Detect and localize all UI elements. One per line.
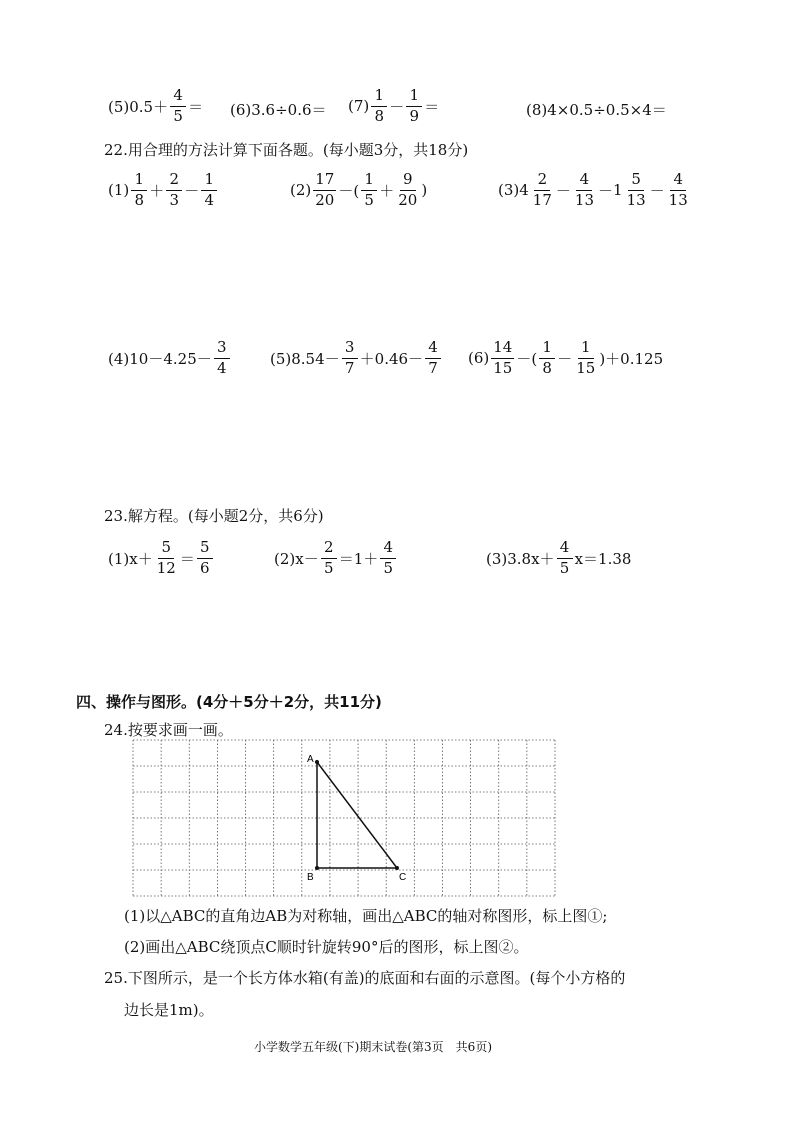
- fraction: $\frac{1}{8}$: [371, 88, 387, 125]
- fraction: $\frac{2}{17}$: [532, 170, 552, 209]
- fraction: $\frac{4}{13}$: [574, 170, 594, 209]
- q22-item-3: (3) 4 $\frac{2}{17}$ － $\frac{4}{13}$ － 1 $\frac{5}{13}$ － $\frac{4}{13}$: [498, 170, 688, 209]
- section-4-heading: 四、操作与图形。(4分＋5分＋2分，共11分): [76, 693, 382, 711]
- q23-item-3: (3)3.8x＋ $\frac{4}{5}$ x＝1.38: [486, 538, 632, 577]
- q22-heading: 22.用合理的方法计算下面各题。(每小题3分，共18分): [104, 141, 469, 159]
- fraction: $\frac{17}{20}$: [315, 170, 335, 209]
- q22-item-4: (4)10－4.25－ $\frac{3}{4}$: [108, 340, 232, 377]
- label-a: A: [307, 754, 314, 765]
- q22-item-6: (6) $\frac{14}{15}$ －( $\frac{1}{8}$ － $\frac{1}{15}$ )＋0.125: [468, 338, 664, 377]
- label-c: C: [399, 872, 407, 883]
- dotted-grid: [133, 740, 555, 896]
- fraction: $\frac{4}{13}$: [668, 170, 688, 209]
- q24-sub-1: (1)以△ABC的直角边AB为对称轴，画出△ABC的轴对称图形，标上图①;: [124, 907, 608, 925]
- q23-heading: 23.解方程。(每小题2分，共6分): [104, 507, 324, 525]
- q24-sub-2: (2)画出△ABC绕顶点C顺时针旋转90°后的图形，标上图②。: [124, 938, 529, 956]
- q22-item-5: (5)8.54－ $\frac{3}{7}$ ＋0.46－ $\frac{4}{7}$: [270, 340, 443, 377]
- q25-line-1: 25.下图所示，是一个长方体水箱(有盖)的底面和右面的示意图。(每个小方格的: [104, 969, 626, 987]
- fraction: $\frac{2}{5}$: [321, 540, 337, 577]
- q25-line-2: 边长是1m)。: [124, 1001, 214, 1019]
- vertex-a-dot: [315, 760, 319, 764]
- q21-item-7: (7) $\frac{1}{8}$ － $\frac{1}{9}$ ＝: [348, 86, 440, 125]
- fraction: $\frac{4}{5}$: [380, 540, 396, 577]
- fraction: $\frac{3}{4}$: [214, 340, 230, 377]
- fraction: $\frac{4}{5}$: [557, 540, 573, 577]
- q22-item-1: (1) $\frac{1}{8}$ ＋ $\frac{2}{3}$ － $\frac{1}{4}$: [108, 172, 219, 209]
- triangle-abc: [317, 762, 397, 868]
- fraction: $\frac{1}{8}$: [539, 340, 555, 377]
- fraction: $\frac{2}{3}$: [166, 172, 182, 209]
- q21-5-text: (5)0.5＋: [108, 97, 169, 116]
- fraction: $\frac{9}{20}$: [398, 170, 418, 209]
- fraction: $\frac{1}{15}$: [576, 338, 596, 377]
- fraction: $\frac{4}{5}$: [170, 88, 186, 125]
- fraction: $\frac{1}{4}$: [201, 172, 217, 209]
- fraction: $\frac{1}{8}$: [131, 172, 147, 209]
- vertex-c-dot: [395, 866, 399, 870]
- grid-figure: [131, 738, 557, 898]
- q21-item-6: (6)3.6÷0.6＝: [230, 101, 327, 119]
- fraction: $\frac{5}{6}$: [197, 540, 213, 577]
- vertex-b-dot: [315, 866, 319, 870]
- q23-item-1: (1)x＋ $\frac{5}{12}$ ＝ $\frac{5}{6}$: [108, 540, 215, 577]
- q24-heading: 24.按要求画一画。: [104, 721, 233, 739]
- fraction: $\frac{3}{7}$: [342, 340, 358, 377]
- fraction: $\frac{5}{13}$: [626, 170, 646, 209]
- fraction: $\frac{14}{15}$: [493, 338, 513, 377]
- q23-item-2: (2)x－ $\frac{2}{5}$ ＝1＋ $\frac{4}{5}$: [274, 540, 398, 577]
- q21-item-8: (8)4×0.5÷0.5×4＝: [526, 101, 667, 119]
- q21-item-5: (5)0.5＋ $\frac{4}{5}$ ＝: [108, 86, 204, 125]
- fraction: $\frac{1}{9}$: [406, 88, 422, 125]
- q22-item-2: (2) $\frac{17}{20}$ －( $\frac{1}{5}$ ＋ $\frac{9}{20}$ ): [290, 170, 428, 209]
- fraction: $\frac{1}{5}$: [361, 172, 377, 209]
- fraction: $\frac{4}{7}$: [425, 340, 441, 377]
- fraction: $\frac{5}{12}$: [156, 538, 176, 577]
- page-footer: 小学数学五年级(下)期末试卷(第3页 共6页): [254, 1040, 492, 1054]
- label-b: B: [307, 872, 314, 883]
